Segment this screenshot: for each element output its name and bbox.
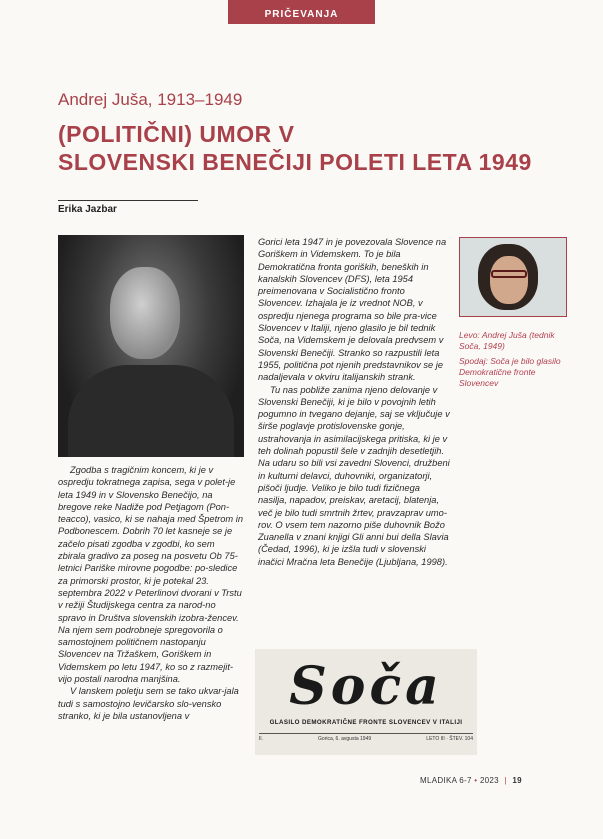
caption-below: Spodaj: Soča je bilo glasilo Demokratične fronte Slovencev [459,356,561,388]
dateline-center: Gorica, 6. avgusta 1949 [318,736,372,742]
caption-left: Levo: Andrej Juša (tednik Soča, 1949) [459,330,555,351]
portrait-photo-andrej-jusa [58,235,244,457]
author-photo-glasses [491,270,527,278]
article-series: Andrej Juša, 1913–1949 [58,90,243,109]
body-paragraph: V lanskem poletju sem se tako ukvar-jala tudi s samostojno levičarsko slo-vensko stranko, ki je bila ustanovljena v [58,686,239,721]
author-photo [459,237,567,317]
footer-magazine: MLADIKA 6-7 [420,776,472,785]
dateline-right: LETO III · ŠTEV. 104 [426,736,473,742]
author-photo-face [490,256,528,304]
body-column-2 [258,236,450,568]
portrait-face [110,267,180,359]
newspaper-subtitle: GLASILO DEMOKRATIČNE FRONTE SLOVENCEV V ITALIJI [269,719,463,726]
footer-divider: | [504,776,507,785]
page-footer [420,776,522,785]
article-title [58,120,578,176]
title-line-1: (POLITIČNI) UMOR V [58,121,295,147]
title-line-2: SLOVENSKI BENEČIJI POLETI LETA 1949 [58,149,532,175]
footer-separator: • [474,776,478,785]
section-tag: PRIČEVANJA [228,0,375,24]
author-name: Erika Jazbar [58,204,117,215]
newspaper-masthead-image [255,649,477,755]
dateline-left: Il. [259,736,263,742]
body-column-1 [58,464,244,722]
author-divider [58,200,198,201]
body-paragraph: Gorici leta 1947 in je povezovala Slovence na Goriškem in Videmskem. To je bila Demokratična fronta goriških, beneških in kanalskih Slovencev (DFS), leta 1954 preimenovana v Socialistično fronto Slovencev. Izhajala je iz vrednot NOB, v ospredju njenega programa so bile pra-vice Slovencev v Italiji, njeno glasilo je bil tednik Soča, na Videmskem je delovala predvsem v Slovenski Benečiji. Stranko so razpustili leta 1955, politična pot njenih predstavnikov se je nadaljevala v okviru italijanskih strank. [258,237,447,383]
body-paragraph: Zgodba s tragičnim koncem, ki je v ospredju tokratnega zapisa, sega v polet-je leta 1949 in v Slovensko Benečijo, na bregove reke Nadiže pod Petjagom (Pon-teacco), vasico, ki se nahaja med Špetrom in Podbonescem. Dobrih 70 let kasneje se je začelo pisati zgodba v zgodbi, ko sem zbirala gradivo za poseg na posvetu Ob 75-letnici Pariške mirovne pogodbe: po-sledice za primorski prostor, ki je potekal 23. septembra 2022 v Peterlinovi dvorani v Trstu v režiji Študijskega centra za narod-no spravo in Društva slovenskih izobra-žencev. Na njem sem podrobneje spregovorila o samostojnem političnem nastopanju Slovencev na Tržaškem, Goriškem in Videmskem po letu 1947, ko so z razmejit-vijo postali narodna manjšina. [58,465,243,685]
body-paragraph: Tu nas pobliže zanima njeno delovanje v Slovenski Benečiji, ki je bilo v povojnih letih pogumno in tvegano dejanje, saj se vključuje v širše poglavje protislovenske gonje, ustrahovanja in asimilacijskega pritiska, ki je v teh dolinah popustil šele v zadnjih desetletjih. Na udaru so bili vsi zavedni Slovenci, družbeni in kulturni delavci, duhovniki, organizatorji, pišoči ljudje. Veliko je bilo tudi fizičnega nasilja, napadov, preiskav, aretacij, blatenja, več je bilo tudi smrtnih žrtev, pravzaprav umo-rov. O vsem tem nazorno piše duhovnik Božo Zuanella v znani knjigi Gli anni bui della Slavia (Čedad, 1996), ki je izšla tudi v slovenski inačici Mračna leta Benečije (Ljubljana, 1998). [258,384,450,567]
newspaper-title: Soča [289,656,443,717]
portrait-coat [68,365,234,457]
page-number: 19 [512,776,522,785]
footer-year: 2023 [479,776,499,785]
newspaper-dateline [259,733,473,742]
